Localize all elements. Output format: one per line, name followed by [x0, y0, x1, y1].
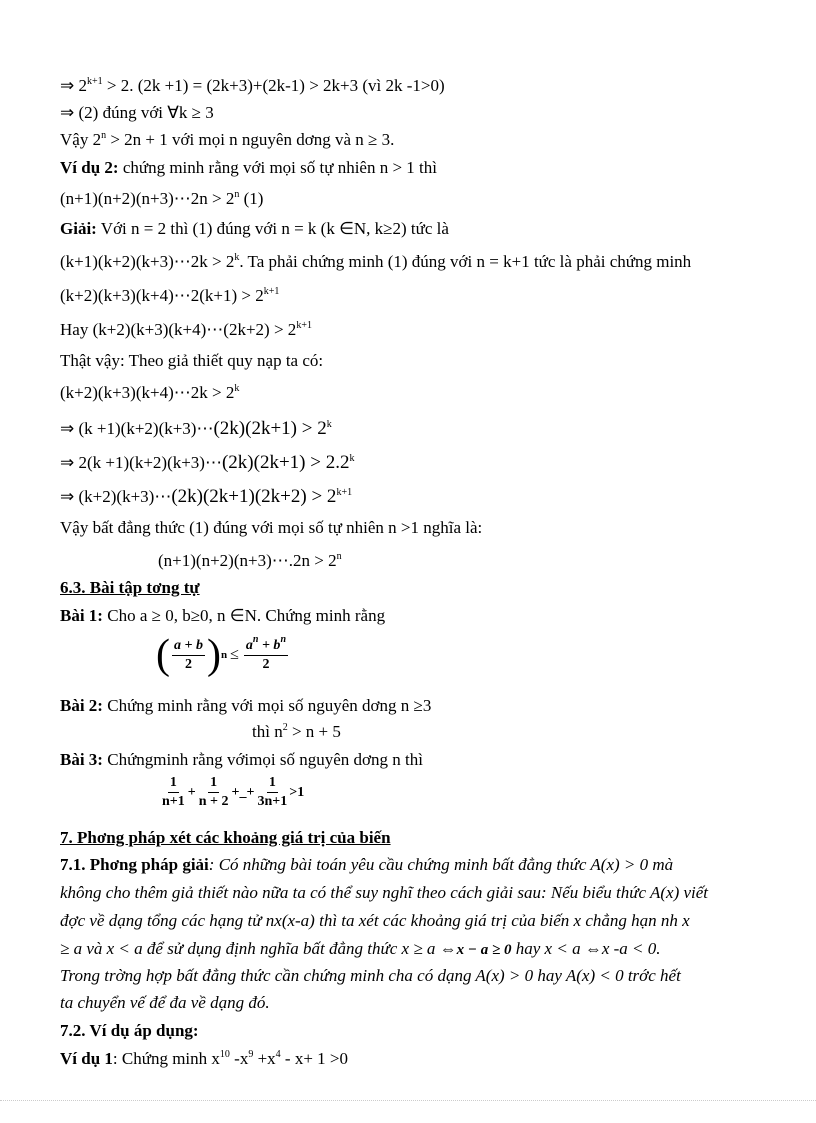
method-paragraph-line-3: đợc về dạng tổng các hạng tử nx(x-a) thì ta xét các khoảng giá trị của biến x chẳng hạn nh x: [60, 911, 690, 930]
method-paragraph-line-2: không cho thêm giả thiết nào nữa ta có thể suy nghĩ theo cách giải sau: Nếu biểu thức A(x) viết: [60, 883, 709, 902]
example-2-heading: Ví dụ 2: chứng minh rằng với mọi số tự nhiên n > 1 thì: [60, 158, 438, 177]
example-1-statement: Ví dụ 1: Chứng minh $x^{10}$ $-x^9 +x^4 - x+ 1 >0$: [60, 1049, 349, 1068]
solution-line-8: ⇒ 2(k +1)(k+2)(k+3)⋯(2k)(2k+1) > $2.2^k$: [60, 452, 355, 473]
solution-final-inequality: (n+1)(n+2)(n+3)⋯.2n > $2^n$: [158, 551, 342, 570]
proof-line-1: ⇒ $2^{k+1} > 2$. (2k +1) = (2k+3)+(2k-1) > 2k+3 (vì 2k -1>0): [60, 76, 445, 95]
solution-line-1: Giải: Với n = 2 thì (1) đúng với n = k (k ∈N, k≥2) tức là: [60, 219, 449, 238]
method-paragraph-line-1: 7.1. Phơng pháp giải: Có những bài toán yêu cầu chứng minh bất đẳng thức A(x) > 0 mà: [60, 855, 674, 874]
exercise-3: Bài 3: Chứngminh rằng vớimọi số nguyên dơng n thì: [60, 750, 423, 769]
exercise-2-inequality: thì $n^2 > n + 5$: [252, 722, 341, 741]
page-bottom-divider: [0, 1100, 816, 1101]
method-paragraph-line-4: ≥ a và x < a để sử dụng định nghĩa bất đẳng thức x ≥ a ⇔x − a ≥ 0 hay x < a ⇔x -a < 0.: [60, 939, 661, 958]
conclusion-line: Vậy $2^n > 2n + 1$ với mọi n nguyên dơng và n ≥ 3.: [60, 130, 395, 149]
solution-line-5: Thật vậy: Theo giả thiết quy nạp ta có:: [60, 351, 324, 370]
exercise-1-formula: ( $\frac{a + b}{2}$ ) n ≤ $\frac{a^n + b^n}{2}$: [156, 632, 286, 678]
solution-line-4: Hay (k+2)(k+3)(k+4)⋯(2k+2) > $2^{k+1}$: [60, 320, 312, 339]
exercise-2: Bài 2: Chứng minh rằng với mọi số nguyên dơng n ≥3: [60, 696, 432, 715]
solution-line-2: (k+1)(k+2)(k+3)⋯2k > $2^k$. Ta phải chứng minh (1) đúng với n = k+1 tức là phải chứng minh: [60, 252, 692, 271]
solution-line-3: (k+2)(k+3)(k+4)⋯2(k+1) > $2^{k+1}$: [60, 286, 280, 305]
solution-line-7: ⇒ (k +1)(k+2)(k+3)⋯(2k)(2k+1) > $2^k$: [60, 418, 332, 439]
section-heading-7: 7. Phơng pháp xét các khoảng giá trị của biến: [60, 828, 391, 847]
example-2-statement: (n+1)(n+2)(n+3)⋯2n > $2^n$ (1): [60, 189, 264, 208]
exercise-1: Bài 1: Cho a ≥ 0, b≥0, n ∈N. Chứng minh rằng: [60, 606, 386, 625]
section-heading-6-3: 6.3. Bài tập tơng tự: [60, 578, 200, 597]
proof-line-2: ⇒ (2) đúng với ∀k ≥ 3: [60, 103, 214, 122]
solution-line-6: (k+2)(k+3)(k+4)⋯2k > $2^k$: [60, 383, 240, 402]
solution-conclusion: Vậy bất đẳng thức (1) đúng với mọi số tự nhiên n >1 nghĩa là:: [60, 518, 483, 537]
exercise-3-formula: $\frac{1}{n+1}$ + $\frac{1}{n + 2}$ +_+ $\frac{1}{3n+1}$ >1: [162, 775, 305, 809]
section-heading-7-2: 7.2. Ví dụ áp dụng:: [60, 1021, 199, 1040]
method-paragraph-line-6: ta chuyển vế để đa về dạng đó.: [60, 993, 270, 1012]
solution-line-9: ⇒ (k+2)(k+3)⋯(2k)(2k+1)(2k+2) > $2^{k+1}$: [60, 486, 353, 507]
method-paragraph-line-5: Trong trờng hợp bất đẳng thức cần chứng minh cha có dạng A(x) > 0 hay A(x) < 0 trớc hết: [60, 966, 681, 985]
